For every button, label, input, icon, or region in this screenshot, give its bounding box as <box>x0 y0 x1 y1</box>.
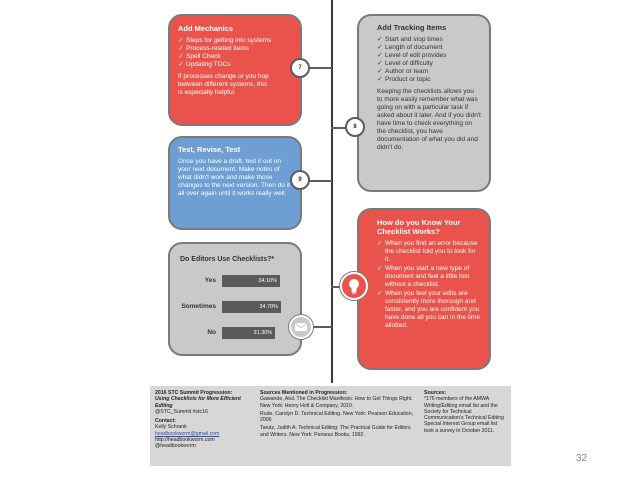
event-subtitle: Using Checklists for More Efficient Editing <box>155 396 241 409</box>
sources-body: *176 members of the AMWA Writing/Editing email list and the Society for Technical Communication's Technical Editing Special Interest Group email list took a survey in October 2011. <box>424 396 504 434</box>
step-7-marker: 7 <box>290 58 310 78</box>
footer-col-sources <box>424 390 506 434</box>
bar <box>222 301 281 313</box>
contact-email[interactable]: headbookworm@gmail.com <box>155 430 220 437</box>
bar-category-label: Yes <box>204 277 216 284</box>
add-tracking-list <box>377 36 481 84</box>
add-mechanics-box <box>168 14 302 126</box>
event-heading: 2016 STC Summit Progression: <box>155 390 233 396</box>
add-mechanics-body: If processes change or you hop between different systems, this is especially helpful. <box>178 73 269 96</box>
bar <box>222 275 280 287</box>
list-item: ✓ Process-related items <box>178 45 292 53</box>
bar-row <box>170 272 300 290</box>
bar-row <box>170 298 300 316</box>
bar-row <box>170 324 300 342</box>
bar-category-label: No <box>207 329 216 336</box>
step-8-marker: 8 <box>345 117 365 137</box>
list-item: ✓ Spell Check <box>178 53 292 61</box>
footer-col-references <box>260 390 418 438</box>
list-item: ✓ Level of difficulty <box>377 60 481 68</box>
list-item: ✓ When you find an error because the checklist told you to look for it. <box>377 240 481 264</box>
list-item: ✓ Level of edit provides <box>377 52 481 60</box>
list-item: ✓ Updating TOCs <box>178 61 292 69</box>
footer-panel <box>150 386 511 466</box>
add-mechanics-list <box>178 37 292 69</box>
test-revise-box <box>168 136 302 230</box>
add-mechanics-title: Add Mechanics <box>178 24 234 33</box>
bar <box>222 327 275 339</box>
survey-chart <box>170 272 300 352</box>
bar-value-label: 34.70% <box>259 304 278 310</box>
contact-name: Kelly Schrank <box>155 424 187 431</box>
list-item: ✓ When you feel your edits are consistently more thorough and faster, and you are confident you have done all you can in the time allotted. <box>377 290 481 330</box>
add-tracking-box <box>357 14 491 192</box>
sources-heading: Sources: <box>424 390 447 396</box>
reference-item: Gawande, Atul. The Checklist Manifesto: How to Get Things Right. New York: Henry Holt & Company, 2010. <box>260 396 413 409</box>
list-item: ✓ Product or topic <box>377 76 481 84</box>
list-item: ✓ Author or team <box>377 68 481 76</box>
step-9-marker: 9 <box>290 170 310 190</box>
list-item: ✓ When you start a new type of document and feel a little lost without a checklist. <box>377 265 481 289</box>
contact-website[interactable]: http://headbookworm.com <box>155 437 215 444</box>
know-works-box <box>357 208 491 370</box>
add-tracking-body: Keeping the checklists allows you to more easily remember what was going on with a particular task if asked about it later. And if you didn't have time to check everything on the checklist, you have documentation of what you did and didn't do. <box>377 88 481 151</box>
add-tracking-title: Add Tracking Items <box>377 23 447 32</box>
survey-title: Do Editors Use Checklists?* <box>180 256 275 263</box>
list-item: ✓ Start and stop times <box>377 36 481 44</box>
contact-handle: @headbookworm <box>155 443 196 450</box>
know-works-list <box>377 240 481 330</box>
reference-item: Rude, Carolyn D. Technical Editing. New York: Pearson Education, 2006 <box>260 410 414 424</box>
event-tag: @STC_Summit #stc16 <box>155 408 208 415</box>
contact-label: Contact: <box>155 418 177 425</box>
envelope-icon <box>289 315 313 339</box>
reference-item: Tarutz, Judith A. Technical Editing: The Practical Guide for Editors and Writers. New York: Perseus Books, 1992. <box>260 425 411 438</box>
test-revise-body: Once you have a draft, test it out on your next document. Make notes of what didn't work and make those changes to the next version. Then do it all over again until it works really well. <box>178 158 290 197</box>
bar-value-label: 31.30% <box>253 330 273 336</box>
test-revise-title: Test, Revise, Test <box>178 145 241 154</box>
references-heading: Sources Mentioned in Progression: <box>260 390 348 396</box>
list-item: ✓ Length of document <box>377 44 481 52</box>
bar-category-label: Sometimes <box>181 303 216 310</box>
bar-value-label: 34.10% <box>258 278 277 284</box>
survey-box <box>168 242 302 356</box>
list-item: ✓ Steps for getting into systems <box>178 37 292 45</box>
footer-col-event <box>155 390 255 450</box>
know-works-title: How do you Know Your Checklist Works? <box>377 218 461 236</box>
page-number: 32 <box>576 453 588 464</box>
lightbulb-icon <box>340 272 368 300</box>
